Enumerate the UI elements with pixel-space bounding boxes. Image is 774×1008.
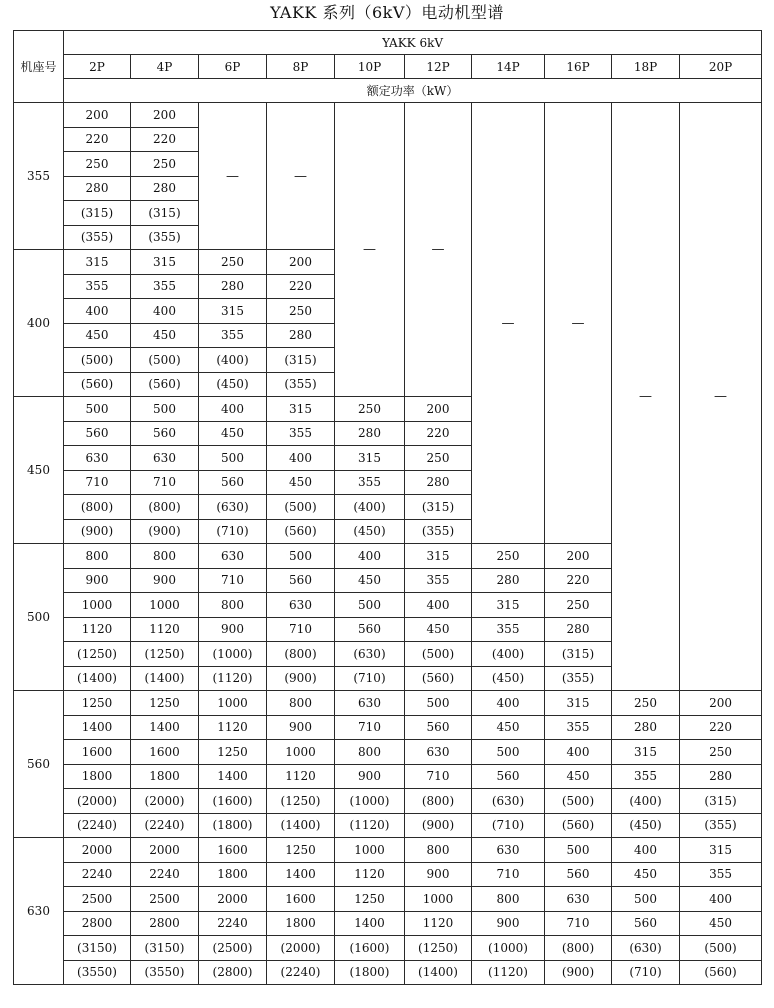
power-cell: 2240 [64,862,131,887]
frame-size-cell: 500 [14,544,64,691]
power-cell: 1250 [64,691,131,716]
power-cell: 1250 [267,838,335,863]
power-cell: (355) [405,519,472,544]
pole-header: 18P [612,55,680,79]
power-cell: (500) [545,789,612,814]
power-cell: (560) [131,372,199,397]
power-cell: 500 [612,887,680,912]
power-cell: 450 [267,470,335,495]
power-cell: (500) [680,936,762,961]
power-cell: (400) [335,495,405,520]
power-cell: 200 [64,103,131,128]
power-cell: (1800) [335,960,405,985]
power-cell: 450 [680,911,762,936]
power-cell: (2000) [64,789,131,814]
power-cell: 500 [545,838,612,863]
power-cell: (355) [545,666,612,691]
power-cell: 400 [267,446,335,471]
table-row [14,838,762,863]
power-cell: (800) [405,789,472,814]
power-cell: (2240) [131,813,199,838]
power-cell: 200 [267,250,335,275]
power-cell: (450) [612,813,680,838]
frame-size-header: 机座号 [14,31,64,103]
power-cell: (2500) [199,936,267,961]
power-cell: 250 [612,691,680,716]
power-cell: 560 [64,421,131,446]
power-cell: (2000) [131,789,199,814]
power-cell: 355 [267,421,335,446]
power-cell: 250 [267,299,335,324]
not-available-cell: — [472,103,545,544]
motor-spec-table [13,30,762,985]
power-cell: 280 [131,176,199,201]
frame-size-cell: 560 [14,691,64,838]
power-cell: (315) [131,201,199,226]
power-cell: (1250) [64,642,131,667]
power-cell: (710) [335,666,405,691]
power-cell: 220 [545,568,612,593]
power-cell: (500) [267,495,335,520]
power-cell: 630 [335,691,405,716]
power-cell: 1120 [335,862,405,887]
pole-header: 10P [335,55,405,79]
power-cell: 450 [199,421,267,446]
power-cell: (450) [199,372,267,397]
power-cell: (500) [131,348,199,373]
rated-power-header: 额定功率（kW） [64,79,762,103]
frame-size-cell: 355 [14,103,64,250]
power-cell: 280 [680,764,762,789]
power-cell: 900 [267,715,335,740]
power-cell: 1800 [267,911,335,936]
power-cell: (400) [612,789,680,814]
power-cell: (3550) [131,960,199,985]
header-row-series [14,31,762,55]
power-cell: 315 [335,446,405,471]
table-row [14,911,762,936]
power-cell: 710 [545,911,612,936]
power-cell: (355) [680,813,762,838]
power-cell: (1120) [199,666,267,691]
power-cell: 900 [199,617,267,642]
power-cell: 450 [335,568,405,593]
frame-size-cell: 400 [14,250,64,397]
power-cell: 2000 [64,838,131,863]
power-cell: 220 [405,421,472,446]
power-cell: 1600 [131,740,199,765]
power-cell: 315 [545,691,612,716]
power-cell: 280 [64,176,131,201]
pole-header: 12P [405,55,472,79]
power-cell: 1000 [405,887,472,912]
power-cell: 220 [64,127,131,152]
pole-header: 4P [131,55,199,79]
power-cell: 315 [131,250,199,275]
power-cell: 800 [199,593,267,618]
power-cell: (1400) [405,960,472,985]
power-cell: (1600) [335,936,405,961]
table-row [14,691,762,716]
power-cell: 630 [472,838,545,863]
power-cell: (400) [472,642,545,667]
power-cell: 710 [405,764,472,789]
power-cell: 800 [131,544,199,569]
power-cell: 560 [131,421,199,446]
power-cell: (1000) [199,642,267,667]
power-cell: (710) [612,960,680,985]
power-cell: 200 [405,397,472,422]
power-cell: 710 [335,715,405,740]
power-cell: 900 [472,911,545,936]
power-cell: 355 [131,274,199,299]
not-available-cell: — [680,103,762,691]
power-cell: 355 [680,862,762,887]
power-cell: 560 [199,470,267,495]
power-cell: 2000 [131,838,199,863]
power-cell: 500 [131,397,199,422]
power-cell: 900 [64,568,131,593]
series-header: YAKK 6kV [64,31,762,55]
not-available-cell: — [267,103,335,250]
power-cell: 315 [267,397,335,422]
power-cell: 2000 [199,887,267,912]
power-cell: 250 [335,397,405,422]
power-cell: 560 [335,617,405,642]
power-cell: (1400) [131,666,199,691]
power-cell: (315) [405,495,472,520]
power-cell: 280 [199,274,267,299]
power-cell: (560) [545,813,612,838]
page-title: YAKK 系列（6kV）电动机型谱 [270,3,504,22]
power-cell: (710) [472,813,545,838]
power-cell: 355 [335,470,405,495]
power-cell: (710) [199,519,267,544]
power-cell: 630 [267,593,335,618]
pole-header: 2P [64,55,131,79]
power-cell: (450) [335,519,405,544]
power-cell: 800 [472,887,545,912]
power-cell: 315 [612,740,680,765]
power-cell: 710 [131,470,199,495]
power-cell: 630 [199,544,267,569]
power-cell: (355) [64,225,131,250]
power-cell: 250 [64,152,131,177]
power-cell: (900) [545,960,612,985]
power-cell: 400 [131,299,199,324]
power-cell: (355) [267,372,335,397]
table-row [14,740,762,765]
power-cell: (1600) [199,789,267,814]
power-cell: 1250 [199,740,267,765]
power-cell: 1120 [267,764,335,789]
frame-size-cell: 630 [14,838,64,985]
not-available-cell: — [199,103,267,250]
power-cell: 400 [545,740,612,765]
table-row [14,887,762,912]
power-cell: 710 [64,470,131,495]
power-cell: 900 [405,862,472,887]
power-cell: (560) [267,519,335,544]
power-cell: (500) [64,348,131,373]
power-cell: (1800) [199,813,267,838]
power-cell: 250 [472,544,545,569]
power-cell: 500 [472,740,545,765]
power-cell: (3150) [64,936,131,961]
power-cell: 630 [64,446,131,471]
power-cell: 1400 [199,764,267,789]
power-cell: 630 [131,446,199,471]
header-row-poles [14,55,762,79]
pole-header: 8P [267,55,335,79]
power-cell: 2800 [64,911,131,936]
power-cell: 2240 [199,911,267,936]
power-cell: 250 [199,250,267,275]
table-row [14,862,762,887]
power-cell: (315) [64,201,131,226]
power-cell: 800 [335,740,405,765]
power-cell: (900) [64,519,131,544]
power-cell: (2800) [199,960,267,985]
table-row [14,715,762,740]
table-row [14,103,762,128]
power-cell: 800 [64,544,131,569]
power-cell: 1600 [267,887,335,912]
power-cell: 355 [405,568,472,593]
power-cell: 200 [131,103,199,128]
power-cell: 250 [405,446,472,471]
power-cell: (900) [267,666,335,691]
power-cell: (630) [199,495,267,520]
power-cell: 1120 [131,617,199,642]
power-cell: (560) [405,666,472,691]
power-cell: 220 [267,274,335,299]
power-cell: (800) [131,495,199,520]
power-cell: 710 [267,617,335,642]
power-cell: 2500 [64,887,131,912]
power-cell: (630) [612,936,680,961]
power-cell: 2500 [131,887,199,912]
power-cell: 450 [131,323,199,348]
power-cell: 250 [545,593,612,618]
power-cell: (450) [472,666,545,691]
pole-header: 14P [472,55,545,79]
power-cell: 560 [405,715,472,740]
power-cell: 1400 [267,862,335,887]
frame-size-cell: 450 [14,397,64,544]
power-cell: 280 [545,617,612,642]
power-cell: (800) [64,495,131,520]
power-cell: (900) [131,519,199,544]
power-cell: 355 [612,764,680,789]
power-cell: 220 [680,715,762,740]
table-row [14,936,762,961]
power-cell: (2240) [64,813,131,838]
not-available-cell: — [405,103,472,397]
power-cell: 560 [612,911,680,936]
power-cell: (355) [131,225,199,250]
power-cell: 1250 [131,691,199,716]
power-cell: 200 [545,544,612,569]
power-cell: 900 [131,568,199,593]
power-cell: 280 [267,323,335,348]
power-cell: (3550) [64,960,131,985]
power-cell: 560 [472,764,545,789]
power-cell: 500 [335,593,405,618]
power-cell: 1250 [335,887,405,912]
power-cell: 1120 [405,911,472,936]
power-cell: (315) [267,348,335,373]
power-cell: (400) [199,348,267,373]
power-cell: 500 [405,691,472,716]
power-cell: 1120 [64,617,131,642]
power-cell: 355 [545,715,612,740]
power-cell: 500 [199,446,267,471]
power-cell: 560 [267,568,335,593]
power-cell: 2800 [131,911,199,936]
power-cell: 1400 [131,715,199,740]
not-available-cell: — [612,103,680,691]
power-cell: 500 [64,397,131,422]
power-cell: 200 [680,691,762,716]
power-cell: 900 [335,764,405,789]
power-cell: 400 [680,887,762,912]
power-cell: 1000 [64,593,131,618]
table-row [14,789,762,814]
power-cell: (900) [405,813,472,838]
power-cell: (500) [405,642,472,667]
power-cell: 710 [199,568,267,593]
power-cell: 1000 [199,691,267,716]
pole-header: 6P [199,55,267,79]
power-cell: 400 [64,299,131,324]
power-cell: 280 [472,568,545,593]
pole-header: 16P [545,55,612,79]
power-cell: (2240) [267,960,335,985]
power-cell: 630 [405,740,472,765]
power-cell: 800 [267,691,335,716]
power-cell: (560) [680,960,762,985]
power-cell: 450 [612,862,680,887]
header-row-unit [14,79,762,103]
power-cell: 1120 [199,715,267,740]
power-cell: (1250) [131,642,199,667]
power-cell: (315) [545,642,612,667]
power-cell: 355 [199,323,267,348]
power-cell: 220 [131,127,199,152]
power-cell: 315 [472,593,545,618]
power-cell: 400 [199,397,267,422]
power-cell: 450 [545,764,612,789]
table-row [14,960,762,985]
power-cell: (560) [64,372,131,397]
pole-header: 20P [680,55,762,79]
power-cell: 355 [64,274,131,299]
power-cell: (1120) [335,813,405,838]
power-cell: 1600 [199,838,267,863]
power-cell: 1400 [64,715,131,740]
power-cell: 400 [612,838,680,863]
power-cell: 1000 [131,593,199,618]
power-cell: 250 [131,152,199,177]
power-cell: (1120) [472,960,545,985]
power-cell: 450 [64,323,131,348]
power-cell: (2000) [267,936,335,961]
power-cell: 280 [405,470,472,495]
power-cell: 450 [405,617,472,642]
power-cell: 400 [472,691,545,716]
power-cell: (800) [545,936,612,961]
power-cell: 800 [405,838,472,863]
table-row [14,764,762,789]
power-cell: (800) [267,642,335,667]
power-cell: 1000 [267,740,335,765]
power-cell: (315) [680,789,762,814]
power-cell: 1400 [335,911,405,936]
power-cell: 560 [545,862,612,887]
power-cell: 355 [472,617,545,642]
power-cell: (1400) [64,666,131,691]
power-cell: 315 [199,299,267,324]
power-cell: (630) [335,642,405,667]
power-cell: (630) [472,789,545,814]
power-cell: 450 [472,715,545,740]
power-cell: (1400) [267,813,335,838]
power-cell: (1250) [405,936,472,961]
power-cell: (1250) [267,789,335,814]
power-cell: 315 [405,544,472,569]
power-cell: 1000 [335,838,405,863]
power-cell: 315 [680,838,762,863]
power-cell: (3150) [131,936,199,961]
not-available-cell: — [545,103,612,544]
power-cell: (1000) [472,936,545,961]
power-cell: (1000) [335,789,405,814]
power-cell: 500 [267,544,335,569]
table-row [14,813,762,838]
power-cell: 280 [335,421,405,446]
power-cell: 315 [64,250,131,275]
power-cell: 250 [680,740,762,765]
power-cell: 400 [335,544,405,569]
power-cell: 710 [472,862,545,887]
power-cell: 400 [405,593,472,618]
power-cell: 1800 [131,764,199,789]
power-cell: 1600 [64,740,131,765]
table-body [14,31,762,985]
power-cell: 1800 [199,862,267,887]
power-cell: 2240 [131,862,199,887]
power-cell: 1800 [64,764,131,789]
not-available-cell: — [335,103,405,397]
power-cell: 280 [612,715,680,740]
power-cell: 630 [545,887,612,912]
